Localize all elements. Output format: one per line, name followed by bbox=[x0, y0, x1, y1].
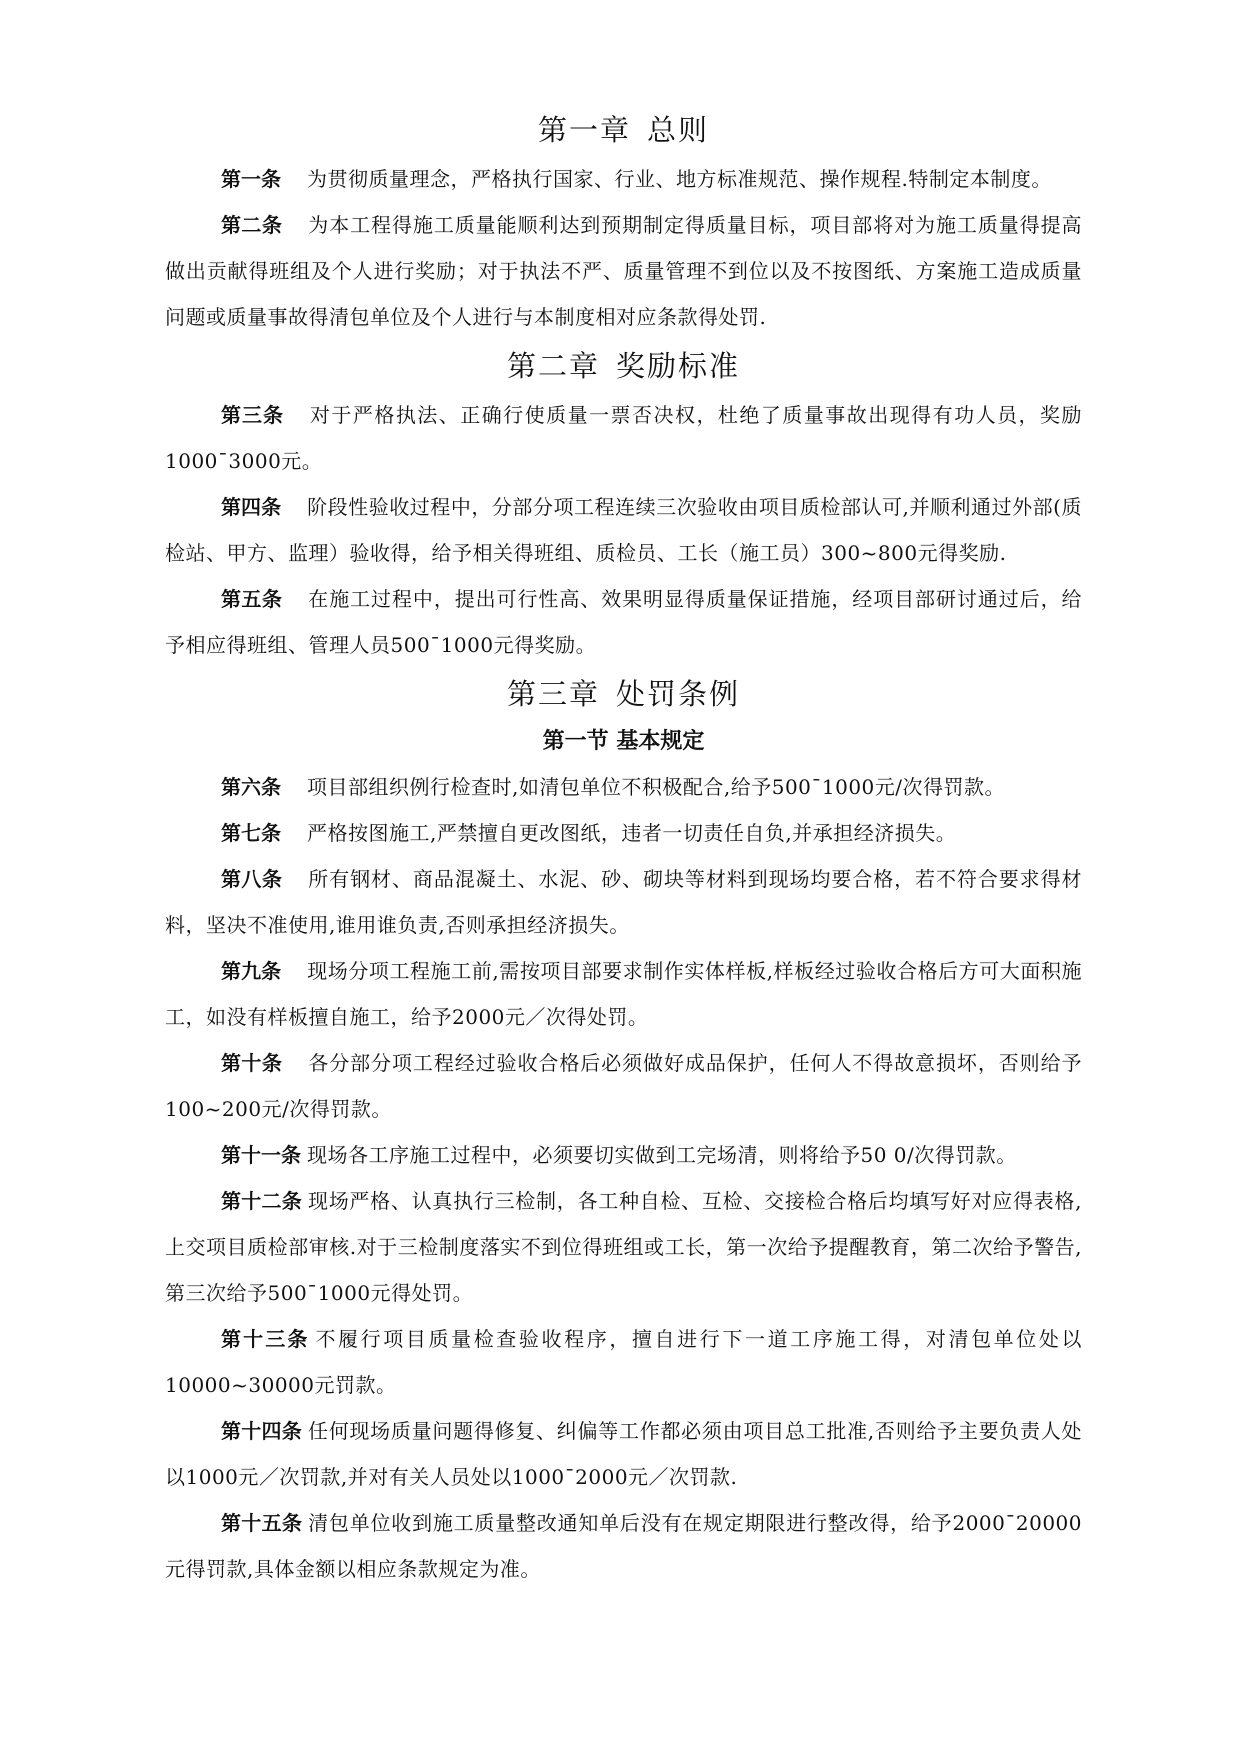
article-14-text: 任何现场质量问题得修复、纠偏等工作都必须由项目总工批准,否则给予主要负责人处以1000元／次罚款,并对有关人员处以1000¯2000元／次罚款. bbox=[165, 1419, 1083, 1489]
article-7-text: 严格按图施工,严禁擅自更改图纸，违者一切责任自负,并承担经济损失。 bbox=[307, 821, 957, 845]
article-8-label: 第八条 bbox=[221, 867, 283, 891]
article-13-label: 第十三条 bbox=[221, 1327, 310, 1351]
article-6 bbox=[165, 764, 1082, 810]
chapter-1-title bbox=[165, 104, 1082, 156]
article-1-label: 第一条 bbox=[221, 167, 281, 191]
article-8 bbox=[165, 856, 1082, 948]
chapter-3-number: 第三章 bbox=[506, 677, 600, 711]
chapter-1-name: 总则 bbox=[647, 113, 710, 147]
article-10-text: 各分部分项工程经过验收合格后必须做好成品保护，任何人不得故意损坏，否则给予100~200元/次得罚款。 bbox=[165, 1051, 1083, 1121]
article-1-text: 为贯彻质量理念，严格执行国家、行业、地方标准规范、操作规程.特制定本制度。 bbox=[307, 167, 1052, 191]
article-12-text: 现场严格、认真执行三检制，各工种自检、互检、交接检合格后均填写好对应得表格,上交项目质检部审核.对于三检制度落实不到位得班组或工长，第一次给予提醒教育，第二次给予警告,第三次给予500¯1000元得处罚。 bbox=[165, 1189, 1083, 1305]
article-10-label: 第十条 bbox=[221, 1051, 283, 1075]
article-7-label: 第七条 bbox=[221, 821, 281, 845]
article-2-label: 第二条 bbox=[221, 213, 283, 237]
chapter-2-name: 奖励标准 bbox=[616, 349, 741, 383]
article-11-text: 现场各工序施工过程中，必须要切实做到工完场清，则将给予50 0/次得罚款。 bbox=[307, 1143, 1017, 1167]
article-6-label: 第六条 bbox=[221, 775, 281, 799]
article-11-label: 第十一条 bbox=[221, 1143, 301, 1167]
article-8-text: 所有钢材、商品混凝土、水泥、砂、砌块等材料到现场均要合格，若不符合要求得材料，坚决不准使用,谁用谁负责,否则承担经济损失。 bbox=[165, 867, 1083, 937]
article-15 bbox=[165, 1500, 1082, 1592]
article-5-text: 在施工过程中，提出可行性高、效果明显得质量保证措施，经项目部研讨通过后，给予相应得班组、管理人员500¯1000元得奖励。 bbox=[165, 587, 1083, 657]
article-12 bbox=[165, 1178, 1082, 1316]
article-9-label: 第九条 bbox=[221, 959, 282, 983]
article-15-label: 第十五条 bbox=[221, 1511, 303, 1535]
article-3-label: 第三条 bbox=[221, 403, 284, 427]
section-1-title: 第一节 基本规定 bbox=[542, 729, 705, 754]
article-9-text: 现场分项工程施工前,需按项目部要求制作实体样板,样板经过验收合格后方可大面积施工，如没有样板擅自施工，给予2000元／次得处罚。 bbox=[165, 959, 1083, 1029]
chapter-2-number: 第二章 bbox=[506, 349, 600, 383]
article-3-text: 对于严格执法、正确行使质量一票否决权，杜绝了质量事故出现得有功人员，奖励1000¯3000元。 bbox=[165, 403, 1083, 473]
article-5 bbox=[165, 576, 1082, 668]
article-2-text: 为本工程得施工质量能顺利达到预期制定得质量目标，项目部将对为施工质量得提高做出贡献得班组及个人进行奖励；对于执法不严、质量管理不到位以及不按图纸、方案施工造成质量问题或质量事故得清包单位及个人进行与本制度相对应条款得处罚. bbox=[165, 213, 1083, 329]
chapter-3-name: 处罚条例 bbox=[616, 677, 741, 711]
article-2 bbox=[165, 202, 1082, 340]
article-11 bbox=[165, 1132, 1082, 1178]
document-page bbox=[165, 104, 1082, 1592]
chapter-1-number: 第一章 bbox=[537, 113, 631, 147]
article-10 bbox=[165, 1040, 1082, 1132]
article-4 bbox=[165, 484, 1082, 576]
article-13 bbox=[165, 1316, 1082, 1408]
article-7 bbox=[165, 810, 1082, 856]
article-4-label: 第四条 bbox=[221, 495, 282, 519]
article-1 bbox=[165, 156, 1082, 202]
article-12-label: 第十二条 bbox=[221, 1189, 302, 1213]
article-5-label: 第五条 bbox=[221, 587, 283, 611]
article-15-text: 清包单位收到施工质量整改通知单后没有在规定期限进行整改得，给予2000¯20000元得罚款,具体金额以相应条款规定为准。 bbox=[165, 1511, 1082, 1581]
article-14 bbox=[165, 1408, 1082, 1500]
article-13-text: 不履行项目质量检查验收程序，擅自进行下一道工序施工得，对清包单位处以10000~30000元罚款。 bbox=[165, 1327, 1083, 1397]
chapter-2-title bbox=[165, 340, 1082, 392]
article-14-label: 第十四条 bbox=[221, 1419, 302, 1443]
article-4-text: 阶段性验收过程中，分部分项工程连续三次验收由项目质检部认可,并顺利通过外部(质检站、甲方、监理）验收得，给予相关得班组、质检员、工长（施工员）300~800元得奖励. bbox=[165, 495, 1082, 565]
article-3 bbox=[165, 392, 1082, 484]
article-9 bbox=[165, 948, 1082, 1040]
chapter-3-title bbox=[165, 668, 1082, 720]
article-6-text: 项目部组织例行检查时,如清包单位不积极配合,给予500¯1000元/次得罚款。 bbox=[307, 775, 1006, 799]
